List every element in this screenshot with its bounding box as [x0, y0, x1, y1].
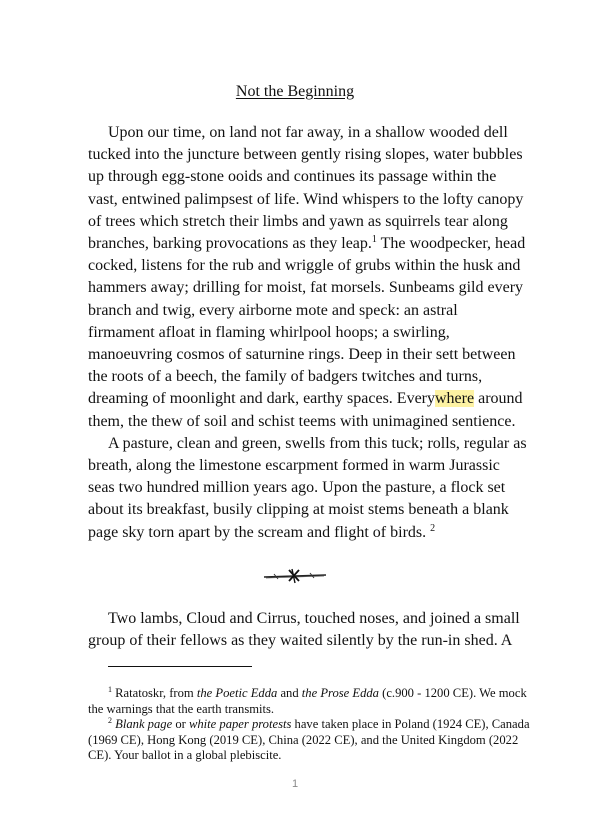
fn2-c: white paper protests	[188, 717, 292, 731]
footnote-separator	[108, 666, 252, 667]
paragraph-1	[88, 122, 528, 433]
page-number: 1	[291, 778, 299, 790]
barbed-wire-icon	[262, 566, 328, 586]
footnote-1-number: 1	[108, 685, 112, 694]
body-text-continued	[88, 608, 528, 652]
fn1-a: Ratatoskr, from	[115, 686, 194, 700]
fn2-a: Blank page	[115, 717, 173, 731]
footnote-ref-1[interactable]: 1	[371, 234, 377, 246]
fn2-d: have taken place in Poland (1924 CE), Canada (1969 CE), Hong Kong (2019 CE), China (2022 CE), and the United Kingdom (2022 CE). Your ballot in a global plebiscite.	[88, 717, 530, 762]
footnote-2	[88, 717, 534, 764]
p1-every: Every	[396, 390, 435, 408]
footnotes	[88, 686, 534, 764]
paragraph-3: Two lambs, Cloud and Cirrus, touched noses, and joined a small group of their fellows as they waited silently by the run-in shed. A	[88, 610, 520, 650]
fn1-e: (c.900 - 1200 CE). We mock the warnings that the earth transmits.	[88, 686, 527, 716]
fn1-d: the Prose Edda	[301, 686, 379, 700]
highlighted-word: where	[435, 390, 475, 408]
section-ornament	[0, 566, 590, 586]
fn1-b: the Poetic Edda	[196, 686, 278, 700]
fn1-c: and	[280, 686, 299, 700]
p1-text-a: Upon our time, on land not far away, in a shallow wooded dell tucked into the juncture between gently rising slopes, water bubbles up through egg-stone ooids and continues its passage within the vast, entwined palimpsest of life. Wind whispers to the lofty canopy of trees which stretch their limbs and yawn as squirrels tear along branches, barking provocations as they leap.	[88, 124, 524, 253]
p1-text-b: The woodpecker, head cocked, listens for the rub and wriggle of grubs within the husk and hammers away; drilling for moist, fat morsels. Sunbeams gild every branch and twig, every airborne mote and speck: an astral firmament afloat in flaming whirlpool hoops; a swirling, manoeuvring cosmos of saturnine rings. Deep in their sett between the roots of a beech, the family of badgers twitches and turns, dreaming of moonlight and dark, earthy spaces.	[88, 235, 526, 408]
footnote-ref-2[interactable]: 2	[430, 522, 436, 534]
p1-tail: around them, the thew of soil and schist teems with unimagined sentience.	[88, 390, 523, 430]
body-text	[88, 122, 528, 544]
footnote-1	[88, 686, 534, 717]
paragraph-2	[88, 433, 528, 544]
footnote-2-number: 2	[108, 716, 112, 725]
p2-text: A pasture, clean and green, swells from this tuck; rolls, regular as breath, along the limestone escarpment formed in warm Jurassic seas two hundred million years ago. Upon the pasture, a flock set about its breakfast, busily clipping at moist stems beneath a blank page sky torn apart by the scream and flight of birds.	[88, 434, 527, 541]
page-title: Not the Beginning	[235, 83, 355, 100]
fn2-b: or	[175, 717, 186, 731]
